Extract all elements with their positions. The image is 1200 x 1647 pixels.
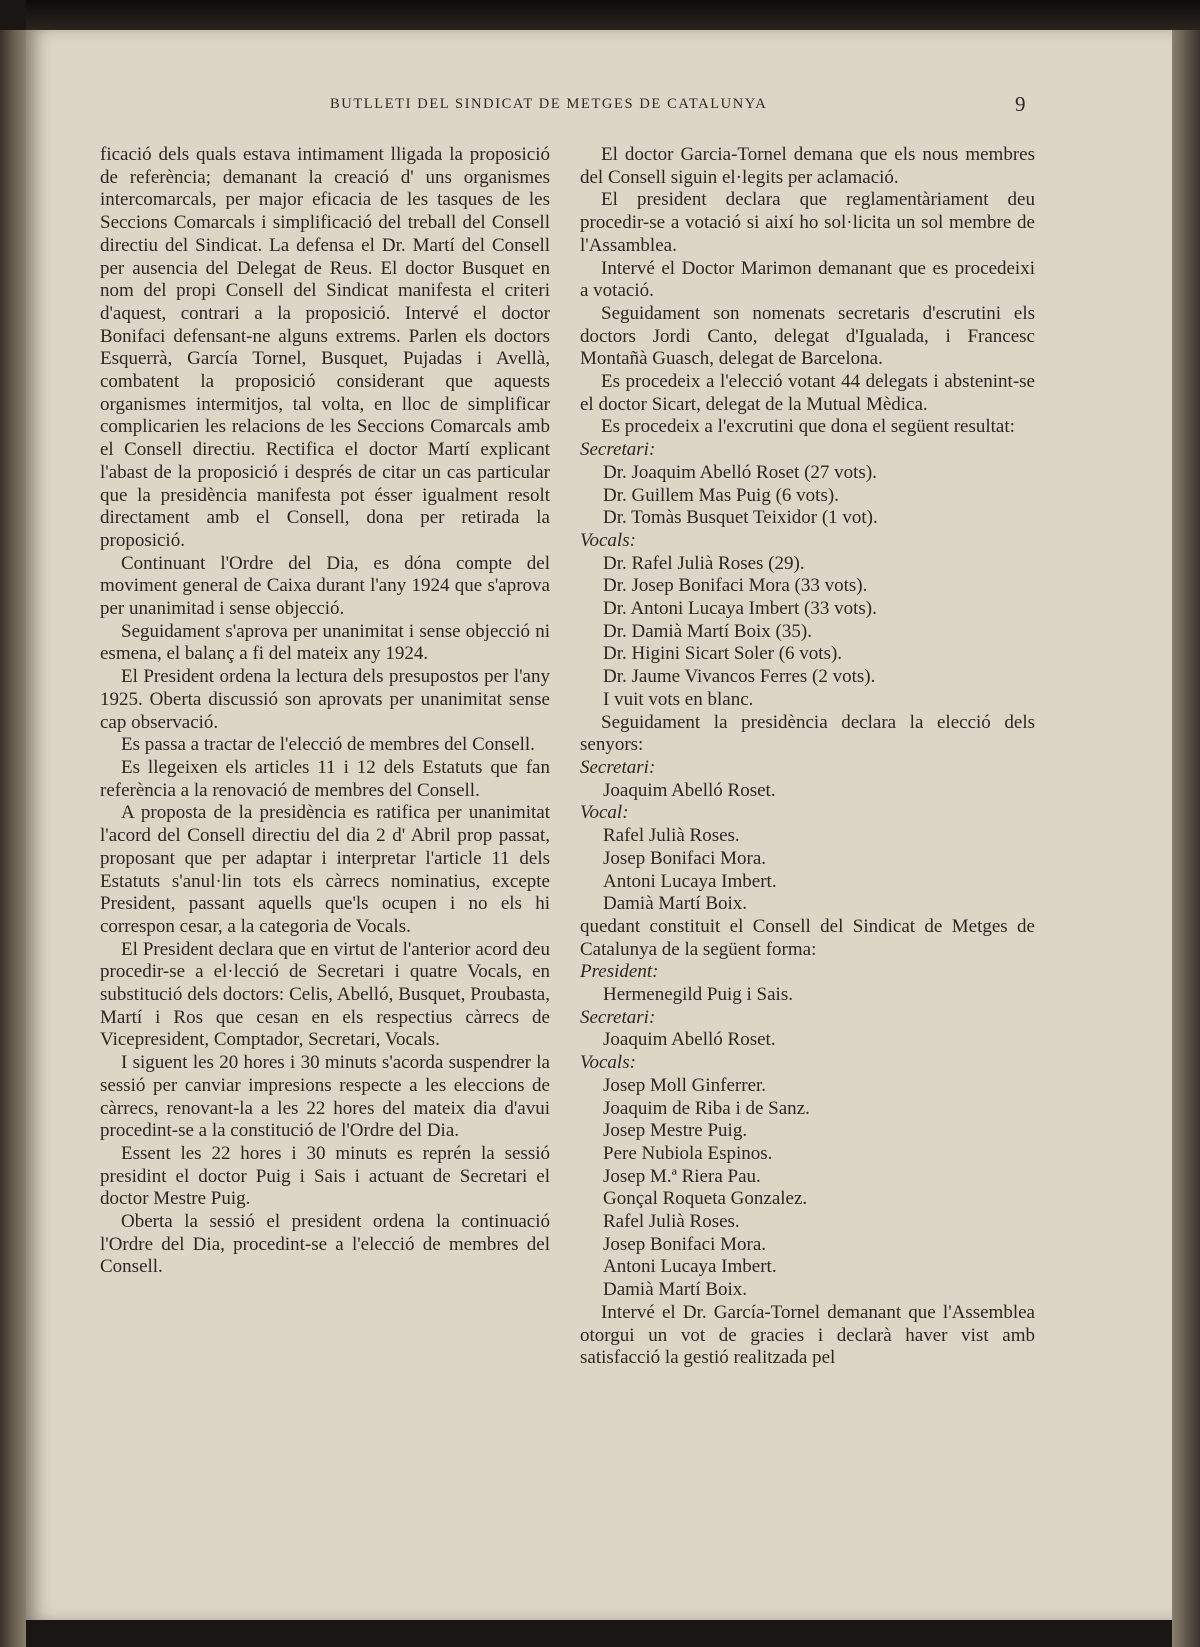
board-president-heading: President: [580,961,659,983]
list-item: Damià Martí Boix. [603,893,748,915]
paragraph: Oberta la sessió el president ordena la continuació l'Ordre del Dia, procedint-se a l'elecció de membres del Consell. [100,1211,550,1278]
paragraph: Continuant l'Ordre del Dia, es dóna compte del moviment general de Caixa durant l'any 1924 que s'aprova per unanimitad i sense objecció. [100,552,550,620]
paragraph: Intervé el Doctor Marimon demanant que es procedeixi a votació. [580,257,1035,302]
paragraph: Es passa a tractar de l'elecció de membres del Consell. [121,734,535,756]
paragraph: Seguidament la presidència declara la elecció dels senyors: [580,711,1035,756]
list-item: Dr. Tomàs Busquet Teixidor (1 vot). [603,507,878,529]
list-item: Josep M.ª Riera Pau. [603,1165,761,1187]
list-item: Dr. Joaquim Abelló Roset (27 vots). [603,461,877,483]
board-vocals-heading: Vocals: [580,1052,636,1074]
paragraph: El President ordena la lectura dels presupostos per l'any 1925. Oberta discussió son aprovats per unanimitat sense cap observació. [100,666,550,733]
elected-vocal-heading: Vocal: [580,802,629,824]
paragraph: Seguidament s'aprova per unanimitat i sense objecció ni esmena, el balanç a fi del mateix any 1924. [100,620,550,665]
paragraph: Intervé el Dr. García-Tornel demanant que l'Assemblea otorgui un vot de gracies i declarà haver vist amb satisfacció la gestió realitzada pel [580,1301,1035,1369]
right-column [580,144,1035,1370]
result-secretari-heading: Secretari: [580,439,656,461]
list-item: Joaquim Abelló Roset. [603,779,776,801]
list-item: Josep Mestre Puig. [603,1120,748,1142]
paragraph: El President declara que en virtut de l'anterior acord deu procedir-se a el·lecció de Secretari i quatre Vocals, en substitució dels doctors: Celis, Abelló, Busquet, Proubasta, Martí i Ros que cesan en els respectius càrrecs de Vicepresident, Comptador, Secretari, Vocals. [100,938,550,1051]
list-item: Dr. Rafel Julià Roses (29). [603,552,805,574]
running-header: BUTLLETI DEL SINDICAT DE METGES DE CATALUNYA [330,96,768,112]
result-vocals-heading: Vocals: [580,529,636,551]
paragraph: El doctor Garcia-Tornel demana que els nous membres del Consell siguin el·legits per aclamació. [580,144,1035,188]
list-item: Pere Nubiola Espinos. [603,1142,773,1164]
list-item: Damià Martí Boix. [603,1279,748,1301]
list-item: Dr. Josep Bonifaci Mora (33 vots). [603,575,868,597]
paragraph: Es llegeixen els articles 11 i 12 dels Estatuts que fan referència a la renovació de membres del Consell. [100,756,550,801]
list-item: Hermenegild Puig i Sais. [603,984,793,1006]
paragraph: Es procedeix a l'elecció votant 44 delegats i abstenint-se el doctor Sicart, delegat de la Mutual Mèdica. [580,371,1035,415]
list-item: Antoni Lucaya Imbert. [603,870,777,892]
left-column [100,144,550,1279]
paragraph: Seguidament son nomenats secretaris d'escrutini els doctors Jordi Canto, delegat d'Igualada, i Francesc Montañà Guasch, delegat de Barcelona. [580,302,1035,370]
list-item: Rafel Julià Roses. [603,1211,740,1233]
paragraph: Essent les 22 hores i 30 minuts es reprén la sessió presidint el doctor Puig i Sais i actuant de Secretari el doctor Mestre Puig. [100,1142,550,1210]
paragraph: Es procedeix a l'excrutini que dona el següent resultat: [601,416,1015,438]
paragraph: ficació dels quals estava intimament lligada la proposició de referència; demanant la creació d' uns organismes intercomarcals, per major eficacia de les tasques de les Seccions Comarcals i simplificació del treball del Consell directiu del Sindicat. La defensa el Dr. Martí del Consell per ausencia del Delegat de Reus. El doctor Busquet en nom del propi Consell del Sindicat manifesta el criteri d'aquest, contrari a la proposició. Intervé el doctor Bonifaci defensant-ne alguns extrems. Parlen els doctors Esquerrà, García Tornel, Busquet, Pujadas i Avellà, combatent la proposició considerant que aquests organismes intermitjos, tal volta, en lloc de simplificar complicarien les relacions de les Seccions Comarcals amb el Consell directiu. Rectifica el doctor Martí explicant l'abast de la proposició i després de citar un cas particular que la presidència manifesta pot ésser igualment resolt directament amb el Consell, dona per retirada la proposició. [100,144,550,551]
list-item: Josep Moll Ginferrer. [603,1074,767,1096]
paragraph: El president declara que reglamentàriament deu procedir-se a votació si així ho sol·licita un sol membre de l'Assamblea. [580,189,1035,256]
paragraph: I siguent les 20 hores i 30 minuts s'acorda suspendrer la sessió per canviar impresions respecte a les eleccions de càrrecs, renovant-la a les 22 hores del mateix dia d'avui procedint-se a la constitució de l'Ordre del Dia. [100,1052,550,1142]
paragraph: A proposta de la presidència es ratifica per unanimitat l'acord del Consell directiu del dia 2 d' Abril prop passat, proposant que per adaptar i interpretar l'article 11 dels Estatuts s'anul·lin tots els càrrecs nominatius, excepte President, passant aquells que'ls ocupen i no els hi correspon cesar, a la categoria de Vocals. [100,802,550,937]
list-item: Antoni Lucaya Imbert. [603,1256,777,1278]
list-item: Josep Bonifaci Mora. [603,1233,767,1255]
scan-right-edge [1172,30,1200,1647]
paragraph: quedant constituit el Consell del Sindicat de Metges de Catalunya de la següent forma: [580,915,1035,960]
list-item: Dr. Antoni Lucaya Imbert (33 vots). [603,598,877,620]
list-item: Dr. Jaume Vivancos Ferres (2 vots). [603,666,876,688]
list-item: Dr. Higini Sicart Soler (6 vots). [603,643,843,665]
page-number: 9 [1015,92,1026,116]
list-item: Dr. Damià Martí Boix (35). [603,620,812,642]
list-item: Rafel Julià Roses. [603,825,740,847]
scan-top-edge [26,0,1200,30]
list-item: Joaquim Abelló Roset. [603,1029,776,1051]
book-binding [0,30,26,1647]
list-item: Joaquim de Riba i de Sanz. [603,1097,810,1119]
board-secretari-heading: Secretari: [580,1006,656,1028]
list-item: I vuit vots en blanc. [603,688,754,710]
list-item: Gonçal Roqueta Gonzalez. [603,1188,808,1210]
elected-secretari-heading: Secretari: [580,756,656,778]
list-item: Josep Bonifaci Mora. [603,847,767,869]
list-item: Dr. Guillem Mas Puig (6 vots). [603,484,839,506]
